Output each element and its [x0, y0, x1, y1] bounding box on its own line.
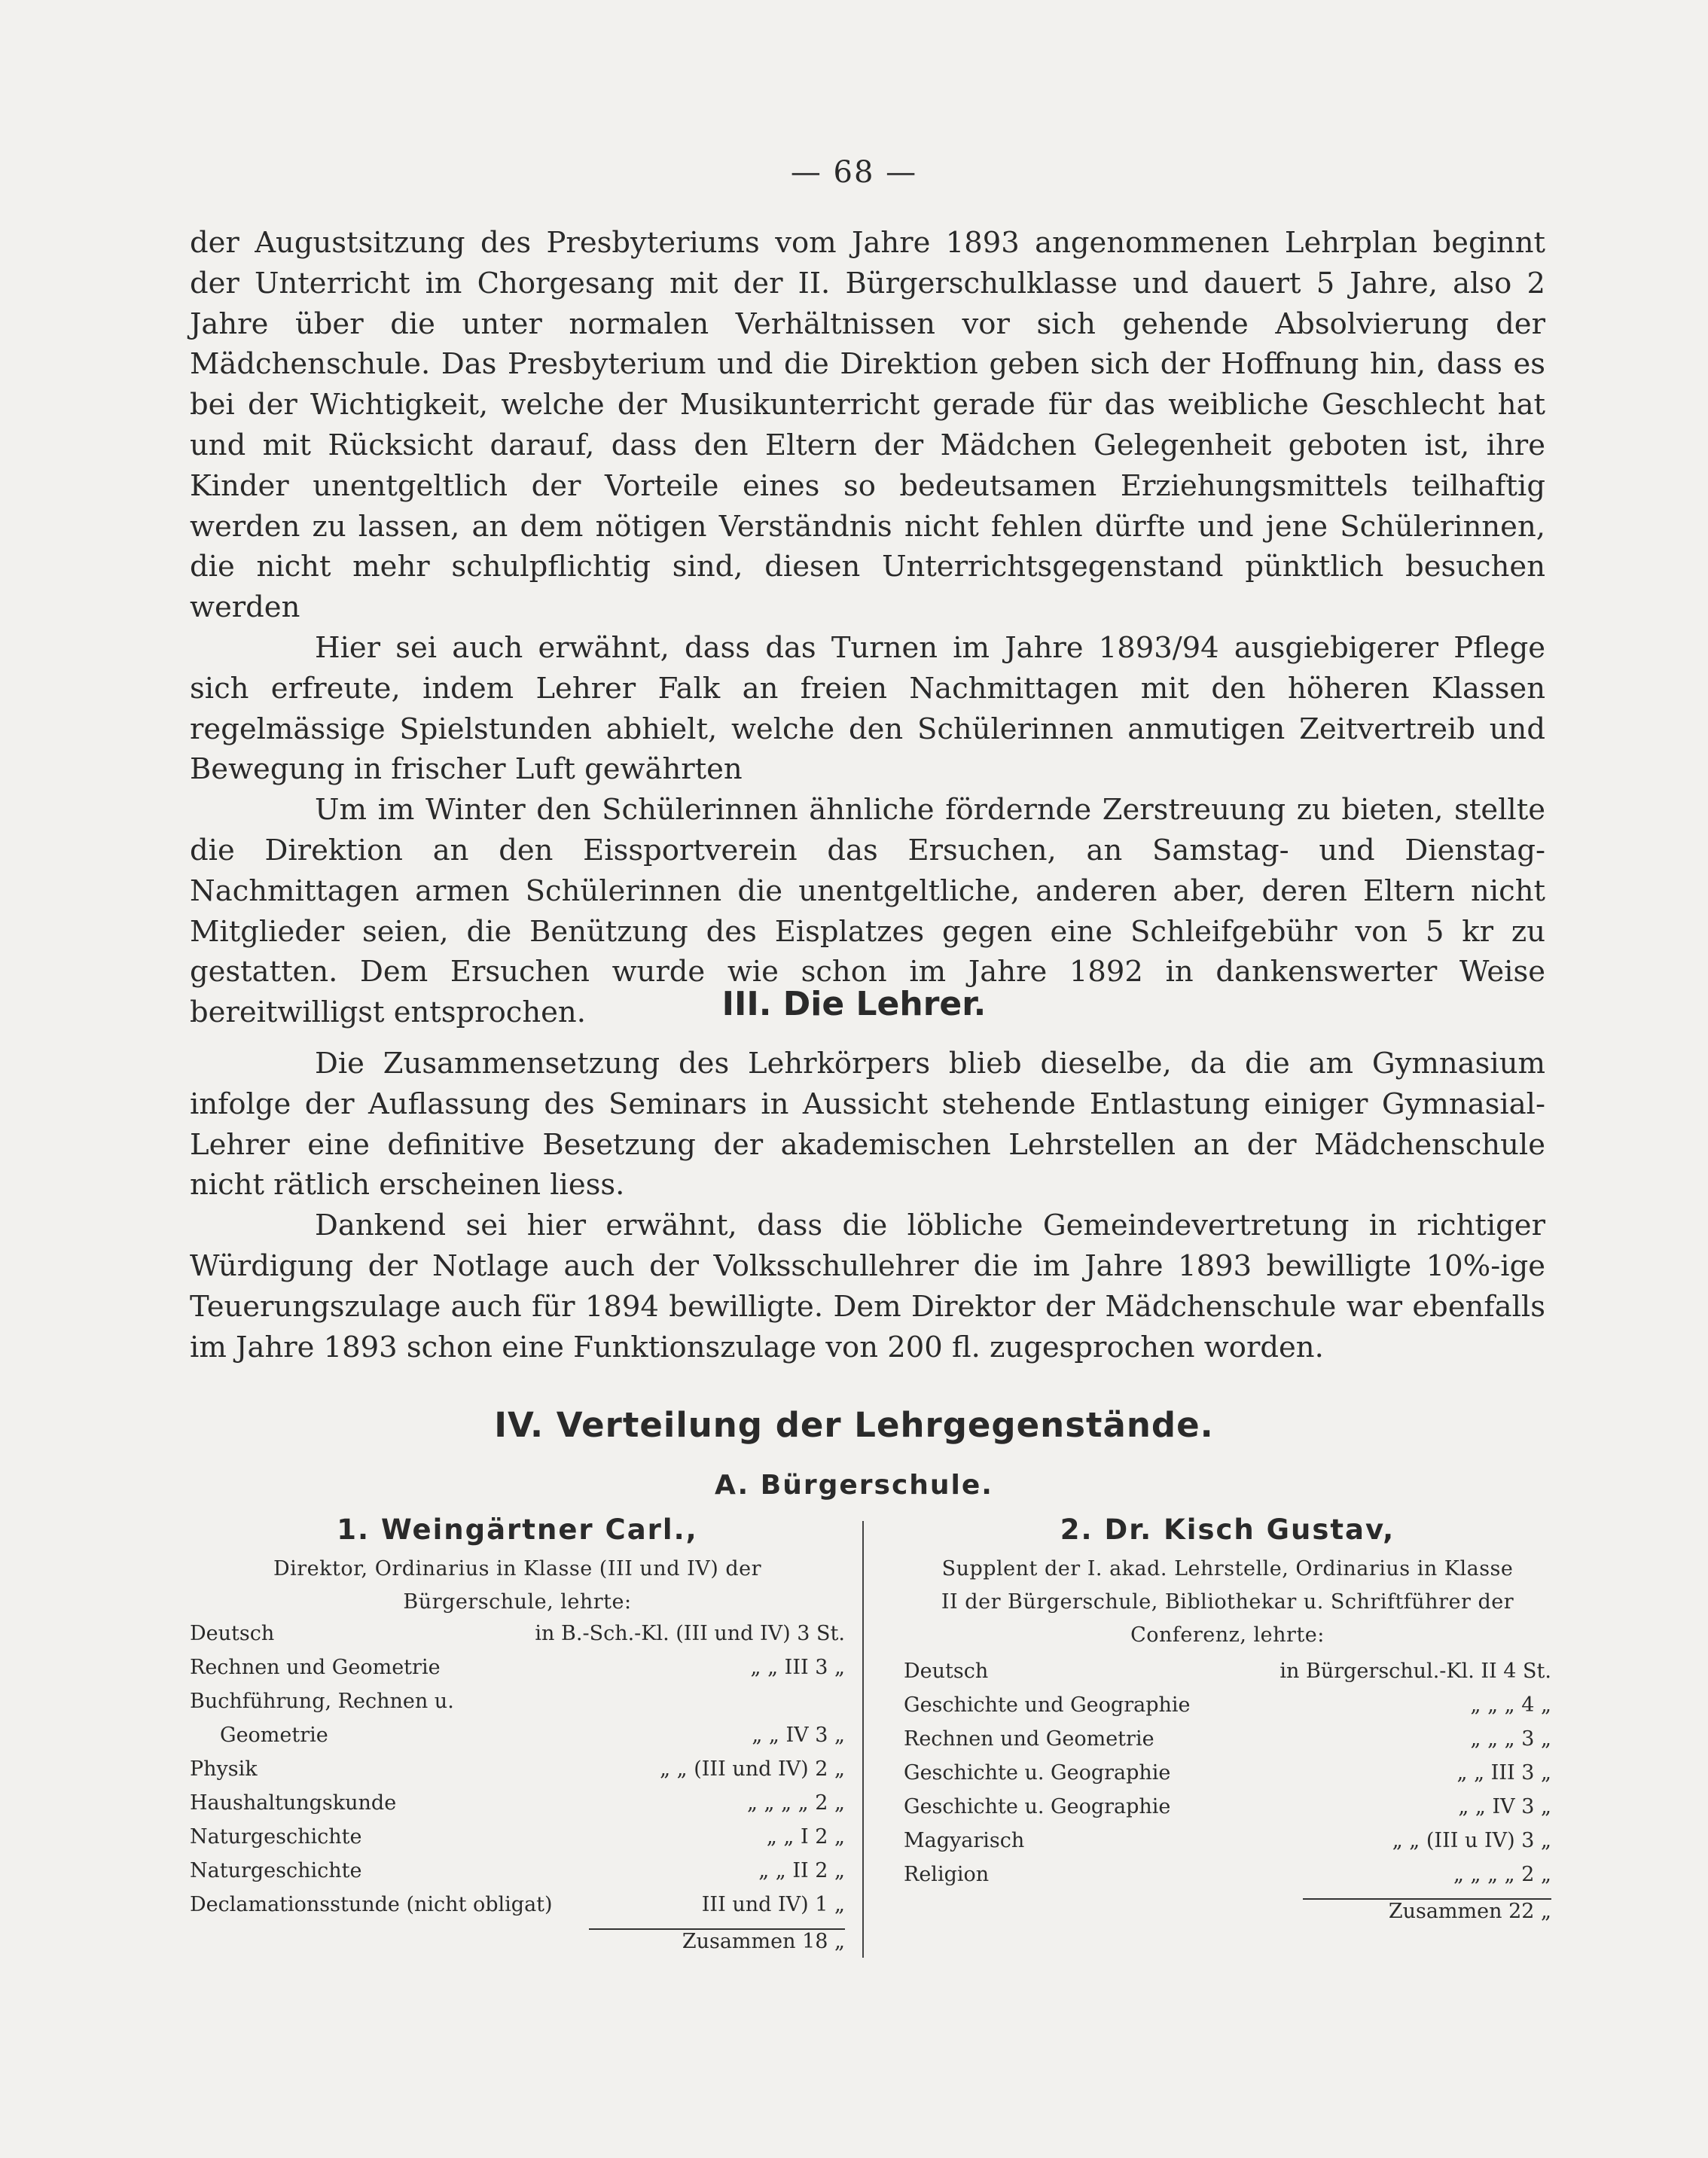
subject-row: Deutsch in B.-Sch.-Kl. (III und IV) 3 St. [190, 1622, 845, 1645]
subject-row: Geometrie „ „ IV 3 „ [220, 1724, 845, 1747]
total-row: Zusammen 22 „ [1388, 1900, 1551, 1923]
subject-row: Rechnen und Geometrie „ „ III 3 „ [190, 1656, 845, 1679]
description-line: Bürgerschule, lehrte: [403, 1590, 632, 1614]
subject-row: Naturgeschichte „ „ I 2 „ [190, 1825, 845, 1849]
teacher-description [190, 1553, 845, 1619]
paragraph: Hier sei auch erwähnt, dass das Turnen im Jahre 1893/94 ausgiebigerer Pflege sich erfreute, indem Lehrer Falk an freien Nachmittagen mit den höheren Klassen regelmässige Spielstunden abhielt, welche den Schülerinnen anmutigen Zeitvertreib und Bewegung in frischer Luft gewährten [190, 630, 1545, 787]
subject-row: Buchführung, Rechnen u. [190, 1690, 454, 1713]
teacher-name: 1. Weingärtner Carl., [337, 1513, 698, 1546]
intro-text [190, 223, 1545, 1033]
subject-row: Declamationsstunde (nicht obligat) III und IV) 1 „ [190, 1893, 845, 1916]
subsection-heading-buergerschule: A. Bürgerschule. [715, 1470, 993, 1501]
teacher-block-2 [904, 1513, 1551, 1930]
column-divider [862, 1521, 864, 1958]
paragraph: Um im Winter den Schülerinnen ähnliche fördernde Zerstreuung zu bieten, stellte die Direktion an den Eissportverein das Ersuchen, an Samstag- und Dienstag-Nachmittagen armen Schülerinnen die unentgeltliche, anderen aber, deren Eltern nicht Mitglieder seien, die Benützung des Eisplatzes gegen eine Schleifgebühr von 5 kr zu gestatten. Dem Ersuchen wurde wie schon im Jahre 1892 in dankenswerter Weise bereitwilligst entsprochen. [190, 793, 1545, 1030]
description-line: Conferenz, lehrte: [1130, 1623, 1325, 1647]
subject-row: Rechnen und Geometrie „ „ „ 3 „ [904, 1727, 1551, 1751]
section-heading-verteilung: IV. Verteilung der Lehrgegenstände. [494, 1405, 1214, 1445]
teacher-description [904, 1553, 1551, 1652]
page-number: — 68 — [790, 155, 918, 190]
section-heading-lehrer: III. Die Lehrer. [721, 985, 987, 1023]
description-line: II der Bürgerschule, Bibliothekar u. Schriftführer der [941, 1590, 1514, 1614]
subject-row: Deutsch in Bürgerschul.-Kl. II 4 St. [904, 1660, 1551, 1683]
subject-list [904, 1660, 1551, 1930]
subject-row: Naturgeschichte „ „ II 2 „ [190, 1859, 845, 1882]
teacher-block-1 [190, 1513, 845, 1960]
subject-row: Haushaltungskunde „ „ „ „ 2 „ [190, 1791, 845, 1815]
description-line: Supplent der I. akad. Lehrstelle, Ordinarius in Klasse [941, 1557, 1514, 1580]
paragraph: der Augustsitzung des Presbyteriums vom Jahre 1893 angenommenen Lehrplan beginnt der Unterricht im Chorgesang mit der II. Bürgerschulklasse und dauert 5 Jahre, also 2 Jahre über die unter normalen Verhältnissen vor sich gehende Absolvierung der Mädchenschule. Das Presbyterium und die Direktion geben sich der Hoffnung hin, dass es bei der Wichtigkeit, welche der Musikunterricht gerade für das weibliche Geschlecht hat und mit Rücksicht darauf, dass den Eltern der Mädchen Gelegenheit geboten ist, ihre Kinder unentgeltlich der Vorteile eines so bedeutsamen Erziehungsmittels teilhaftig werden zu lassen, an dem nötigen Verständnis nicht fehlen dürfte und jene Schülerinnen, die nicht mehr schulpflichtig sind, diesen Unterrichtsgegenstand pünktlich besuchen werden [190, 226, 1545, 625]
subject-row: Geschichte u. Geographie „ „ IV 3 „ [904, 1795, 1551, 1818]
paragraph: Dankend sei hier erwähnt, dass die löbliche Gemeindevertretung in richtiger Würdigung der Notlage auch der Volksschullehrer die im Jahre 1893 bewilligte 10%-ige Teuerungszulage auch für 1894 bewilligte. Dem Direktor der Mädchenschule war ebenfalls im Jahre 1893 schon eine Funktionszulage von 200 fl. zugesprochen worden. [190, 1209, 1545, 1364]
subject-row: Religion „ „ „ „ 2 „ [904, 1863, 1551, 1886]
teacher-name: 2. Dr. Kisch Gustav, [1060, 1513, 1395, 1546]
total-row: Zusammen 18 „ [682, 1930, 845, 1953]
subject-row: Magyarisch „ „ (III u IV) 3 „ [904, 1829, 1551, 1852]
paragraph: Die Zusammensetzung des Lehrkörpers blieb dieselbe, da die am Gymnasium infolge der Auflassung des Seminars in Aussicht stehende Entlastung einiger Gymnasial-Lehrer eine definitive Besetzung der akademischen Lehrstellen an der Mädchenschule nicht rätlich erscheinen liess. [190, 1047, 1545, 1202]
subject-list [190, 1622, 845, 1960]
subject-row: Geschichte u. Geographie „ „ III 3 „ [904, 1761, 1551, 1785]
lehrer-text [190, 1044, 1545, 1367]
description-line: Direktor, Ordinarius in Klasse (III und IV) der [273, 1557, 762, 1580]
subject-row: Physik „ „ (III und IV) 2 „ [190, 1757, 845, 1781]
subject-row: Geschichte und Geographie „ „ „ 4 „ [904, 1693, 1551, 1717]
